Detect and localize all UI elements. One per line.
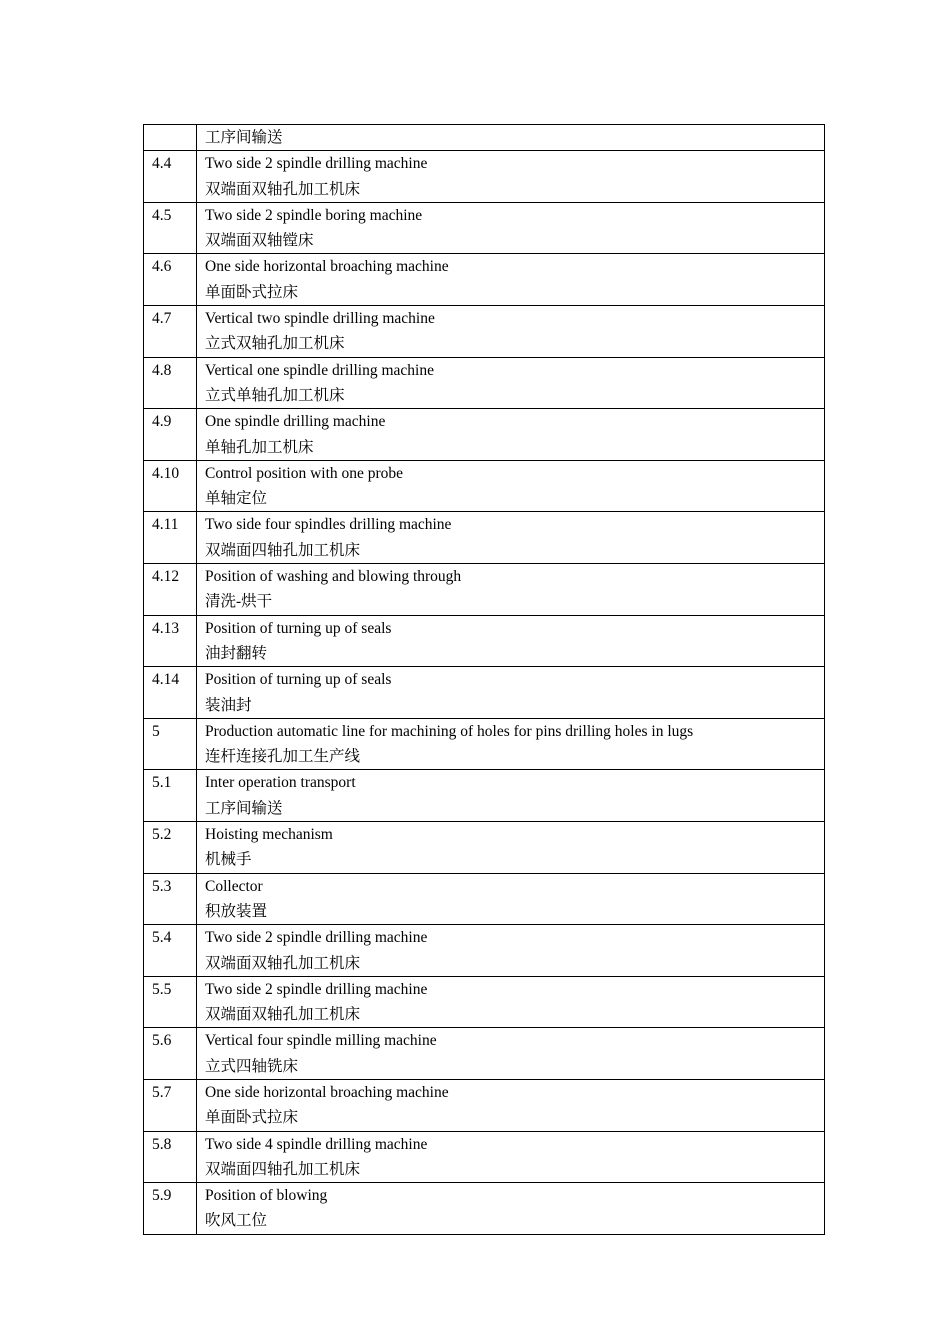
chinese-description: 单面卧式拉床 (205, 283, 299, 301)
description-cell (197, 1183, 825, 1235)
description-cell (197, 873, 825, 925)
description-cell (197, 976, 825, 1028)
english-description: Two side 2 spindle drilling machine (205, 155, 428, 173)
description-cell (197, 667, 825, 719)
chinese-description: 双端面双轴孔加工机床 (205, 180, 361, 198)
table-row (144, 564, 825, 616)
table-row (144, 512, 825, 564)
table-row (144, 151, 825, 203)
table-row (144, 202, 825, 254)
item-number-cell: 5.3 (144, 873, 197, 925)
english-description: Position of turning up of seals (205, 619, 392, 637)
english-description: Two side 2 spindle drilling machine (205, 929, 428, 947)
chinese-description: 工序间输送 (205, 799, 283, 817)
item-number-cell: 5.4 (144, 925, 197, 977)
table-row (144, 1079, 825, 1131)
english-description: Two side 2 spindle drilling machine (205, 980, 428, 998)
equipment-table (143, 124, 825, 1235)
table-row (144, 770, 825, 822)
chinese-description: 单轴定位 (205, 490, 268, 508)
english-description: One spindle drilling machine (205, 413, 386, 431)
description-cell (197, 409, 825, 461)
table-row (144, 1131, 825, 1183)
english-description: Vertical two spindle drilling machine (205, 310, 435, 328)
description-cell (197, 822, 825, 874)
chinese-description: 双端面四轴孔加工机床 (205, 541, 361, 559)
item-number-cell: 5.8 (144, 1131, 197, 1183)
english-description: Inter operation transport (205, 774, 356, 792)
chinese-description: 装油封 (205, 696, 252, 714)
description-cell (197, 1131, 825, 1183)
english-description: Vertical four spindle milling machine (205, 1032, 437, 1050)
item-number-cell (144, 125, 197, 151)
chinese-description: 双端面四轴孔加工机床 (205, 1160, 361, 1178)
description-cell (197, 125, 825, 151)
description-cell (197, 615, 825, 667)
item-number-cell: 5 (144, 718, 197, 770)
table-row (144, 822, 825, 874)
english-description: Production automatic line for machining of holes for pins drilling holes in lugs (205, 722, 694, 740)
english-description: Vertical one spindle drilling machine (205, 361, 434, 379)
chinese-description: 清洗-烘干 (205, 593, 273, 611)
item-number-cell: 5.9 (144, 1183, 197, 1235)
description-cell (197, 306, 825, 358)
english-description: One side horizontal broaching machine (205, 258, 449, 276)
item-number-cell: 4.4 (144, 151, 197, 203)
description-cell (197, 718, 825, 770)
chinese-description: 吹风工位 (205, 1212, 268, 1230)
table-row (144, 125, 825, 151)
description-cell (197, 1079, 825, 1131)
description-cell (197, 151, 825, 203)
item-number-cell: 4.7 (144, 306, 197, 358)
english-description: Position of turning up of seals (205, 671, 392, 689)
english-description: Hoisting mechanism (205, 826, 333, 844)
description-cell (197, 925, 825, 977)
table-row (144, 976, 825, 1028)
description-cell (197, 770, 825, 822)
item-number-cell: 4.12 (144, 564, 197, 616)
english-description: Position of blowing (205, 1187, 328, 1205)
description-cell (197, 460, 825, 512)
description-cell (197, 202, 825, 254)
table-row (144, 667, 825, 719)
chinese-description: 工序间输送 (205, 129, 283, 146)
item-number-cell: 4.14 (144, 667, 197, 719)
description-cell (197, 254, 825, 306)
english-description: Control position with one probe (205, 464, 404, 482)
item-number-cell: 4.9 (144, 409, 197, 461)
chinese-description: 机械手 (205, 851, 252, 869)
table-row (144, 1183, 825, 1235)
item-number-cell: 4.8 (144, 357, 197, 409)
english-description: Two side four spindles drilling machine (205, 516, 452, 534)
chinese-description: 立式单轴孔加工机床 (205, 386, 345, 404)
item-number-cell: 5.2 (144, 822, 197, 874)
description-cell (197, 357, 825, 409)
english-description: One side horizontal broaching machine (205, 1083, 449, 1101)
item-number-cell: 4.11 (144, 512, 197, 564)
chinese-description: 立式双轴孔加工机床 (205, 335, 345, 353)
item-number-cell: 4.5 (144, 202, 197, 254)
chinese-description: 双端面双轴镗床 (205, 232, 314, 250)
table-row (144, 409, 825, 461)
description-cell (197, 564, 825, 616)
english-description: Collector (205, 877, 263, 895)
equipment-table-body (144, 125, 825, 1235)
chinese-description: 油封翻转 (205, 644, 268, 662)
item-number-cell: 4.6 (144, 254, 197, 306)
english-description: Two side 2 spindle boring machine (205, 206, 423, 224)
description-cell (197, 1028, 825, 1080)
table-row (144, 615, 825, 667)
item-number-cell: 5.5 (144, 976, 197, 1028)
table-row (144, 1028, 825, 1080)
table-row (144, 357, 825, 409)
item-number-cell: 5.6 (144, 1028, 197, 1080)
table-row (144, 718, 825, 770)
english-description: Position of washing and blowing through (205, 568, 462, 586)
chinese-description: 双端面双轴孔加工机床 (205, 954, 361, 972)
table-row (144, 460, 825, 512)
english-description: Two side 4 spindle drilling machine (205, 1135, 428, 1153)
table-row (144, 306, 825, 358)
chinese-description: 立式四轴铣床 (205, 1057, 299, 1075)
table-row (144, 254, 825, 306)
item-number-cell: 5.7 (144, 1079, 197, 1131)
table-row (144, 873, 825, 925)
item-number-cell: 4.13 (144, 615, 197, 667)
description-cell (197, 512, 825, 564)
item-number-cell: 5.1 (144, 770, 197, 822)
chinese-description: 积放装置 (205, 902, 268, 920)
item-number-cell: 4.10 (144, 460, 197, 512)
chinese-description: 单面卧式拉床 (205, 1109, 299, 1127)
chinese-description: 双端面双轴孔加工机床 (205, 1006, 361, 1024)
chinese-description: 单轴孔加工机床 (205, 438, 314, 456)
chinese-description: 连杆连接孔加工生产线 (205, 748, 361, 766)
table-row (144, 925, 825, 977)
